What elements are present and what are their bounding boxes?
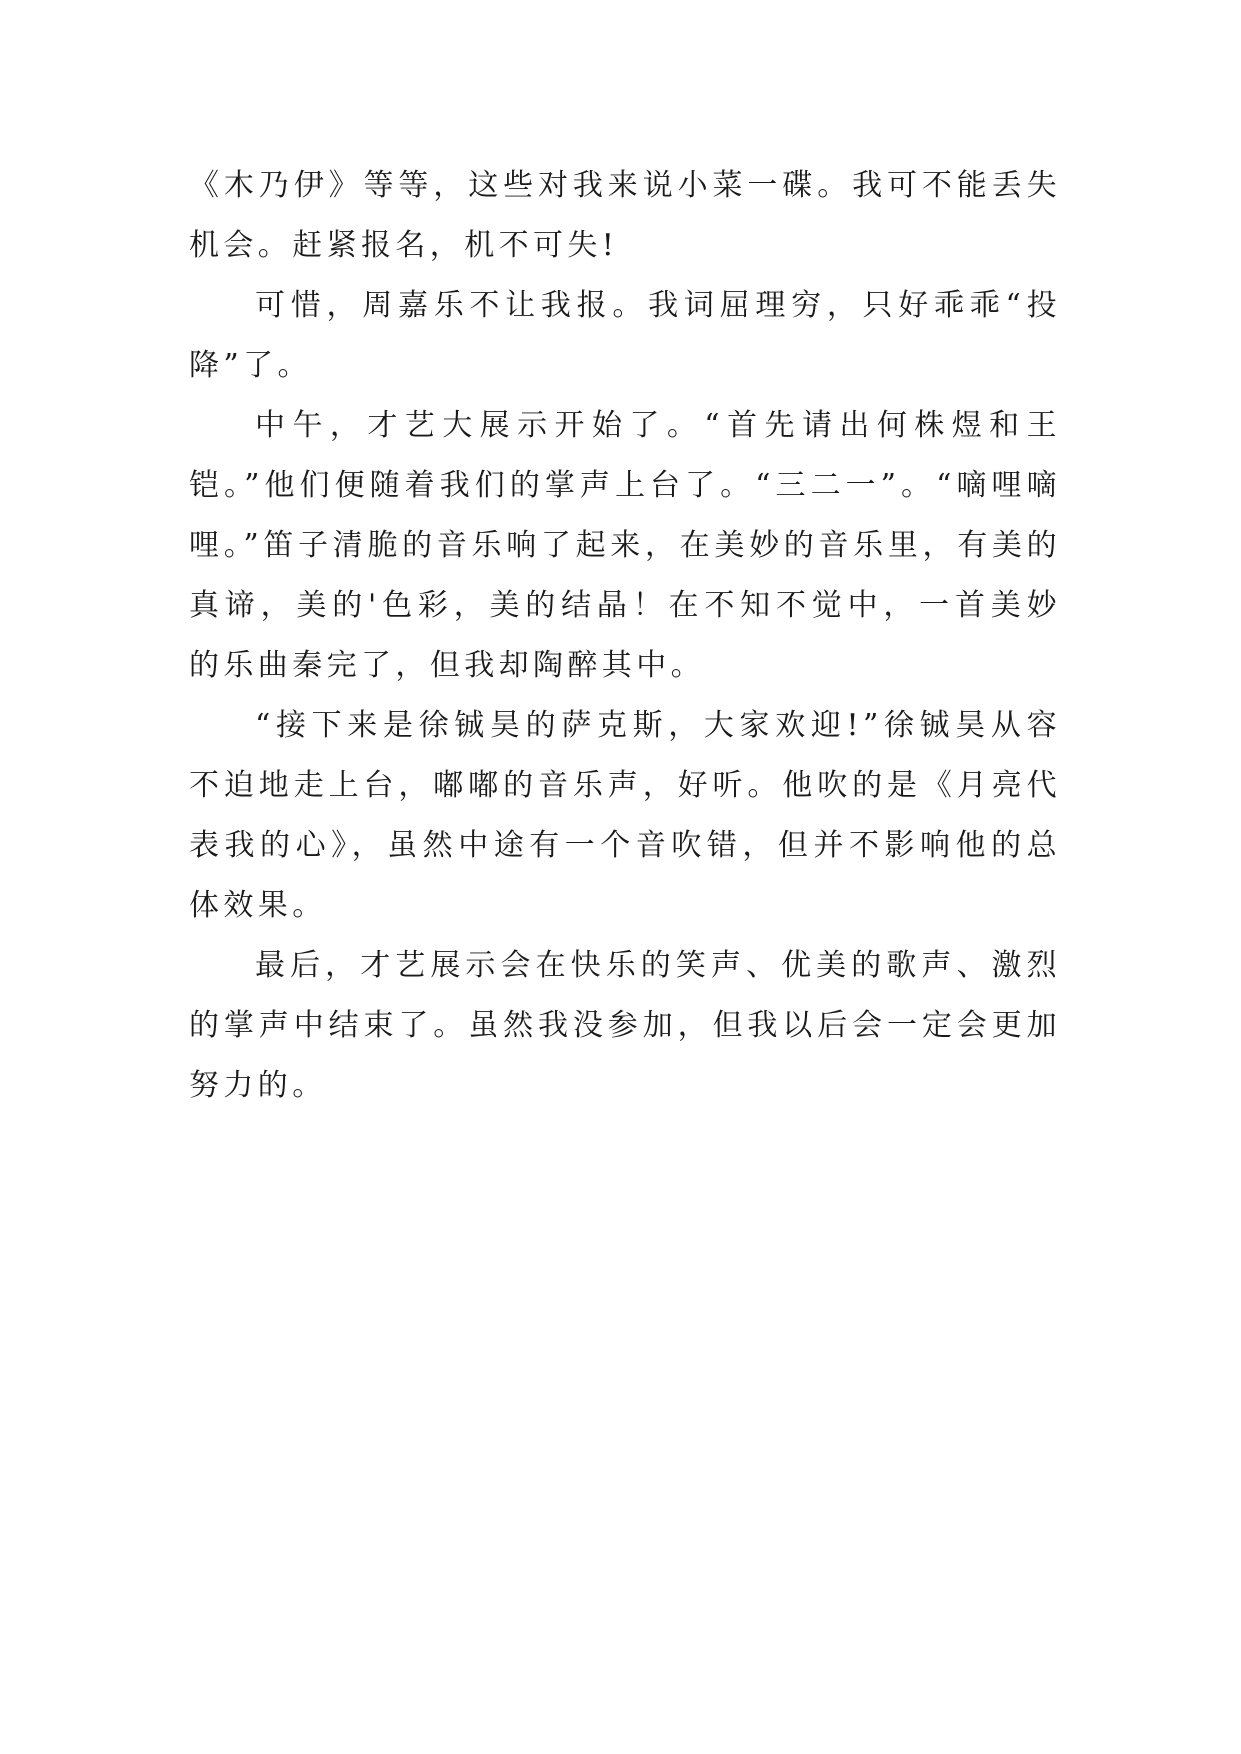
paragraph: 最后，才艺展示会在快乐的笑声、优美的歌声、激烈的掌声中结束了。虽然我没参加，但我以后会一定会更加努力的。 xyxy=(189,948,1061,1103)
document-body xyxy=(189,156,1061,1116)
paragraph: 中午，才艺大展示开始了。“首先请出何株煜和王铠。”他们便随着我们的掌声上台了。“三二一”。“嘀哩嘀哩。”笛子清脆的音乐响了起来，在美妙的音乐里，有美的真谛，美的'色彩，美的结晶！在不知不觉中，一首美妙的乐曲秦完了，但我却陶醉其中。 xyxy=(189,408,1061,683)
paragraph: “接下来是徐铖昊的萨克斯，大家欢迎!”徐铖昊从容不迫地走上台，嘟嘟的音乐声，好听。他吹的是《月亮代表我的心》，虽然中途有一个音吹错，但并不影响他的总体效果。 xyxy=(189,708,1061,923)
paragraph: 《木乃伊》等等，这些对我来说小菜一碟。我可不能丢失机会。赶紧报名，机不可失! xyxy=(189,168,1061,263)
paragraph: 可惜，周嘉乐不让我报。我词屈理穷，只好乖乖“投降”了。 xyxy=(189,288,1061,383)
